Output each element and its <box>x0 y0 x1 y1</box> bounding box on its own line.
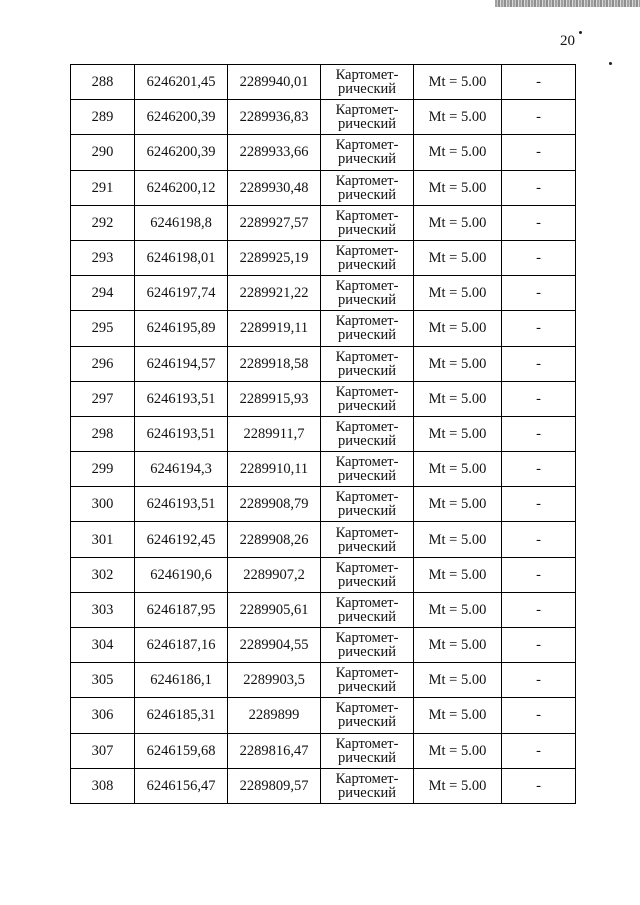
accuracy-cell: Mt = 5.00 <box>414 698 502 733</box>
y-coordinate-cell: 2289809,57 <box>228 768 321 803</box>
table-row <box>71 733 576 768</box>
point-number-cell: 307 <box>71 733 135 768</box>
x-coordinate-cell: 6246198,01 <box>135 240 228 275</box>
table-row <box>71 240 576 275</box>
method-cell <box>321 592 414 627</box>
method-cell <box>321 557 414 592</box>
point-number-cell: 298 <box>71 416 135 451</box>
point-number-cell: 290 <box>71 135 135 170</box>
accuracy-cell: Mt = 5.00 <box>414 592 502 627</box>
method-line-2: рический <box>337 151 397 168</box>
method-line-1: Картомет- <box>335 735 399 752</box>
note-cell: - <box>502 557 576 592</box>
method-line-1: Картомет- <box>335 313 399 330</box>
method-line-1: Картомет- <box>335 454 399 471</box>
method-line-1: Картомет- <box>335 137 399 154</box>
method-cell <box>321 487 414 522</box>
accuracy-cell: Mt = 5.00 <box>414 276 502 311</box>
method-line-2: рический <box>337 257 397 274</box>
note-cell: - <box>502 452 576 487</box>
method-cell <box>321 733 414 768</box>
y-coordinate-cell: 2289910,11 <box>228 452 321 487</box>
method-cell <box>321 628 414 663</box>
method-cell <box>321 663 414 698</box>
accuracy-cell: Mt = 5.00 <box>414 240 502 275</box>
table-row <box>71 416 576 451</box>
table-row <box>71 768 576 803</box>
method-line-1: Картомет- <box>335 383 399 400</box>
table-row <box>71 557 576 592</box>
point-number-cell: 303 <box>71 592 135 627</box>
y-coordinate-cell: 2289915,93 <box>228 381 321 416</box>
note-cell: - <box>502 135 576 170</box>
method-cell <box>321 205 414 240</box>
method-line-2: рический <box>337 362 397 379</box>
point-number-cell: 291 <box>71 170 135 205</box>
method-cell <box>321 416 414 451</box>
method-line-1: Картомет- <box>335 207 399 224</box>
y-coordinate-cell: 2289933,66 <box>228 135 321 170</box>
method-cell <box>321 100 414 135</box>
table-row <box>71 205 576 240</box>
point-number-cell: 294 <box>71 276 135 311</box>
x-coordinate-cell: 6246195,89 <box>135 311 228 346</box>
point-number-cell: 305 <box>71 663 135 698</box>
accuracy-cell: Mt = 5.00 <box>414 416 502 451</box>
x-coordinate-cell: 6246187,16 <box>135 628 228 663</box>
note-cell: - <box>502 733 576 768</box>
method-line-2: рический <box>337 116 397 133</box>
x-coordinate-cell: 6246194,3 <box>135 452 228 487</box>
accuracy-cell: Mt = 5.00 <box>414 205 502 240</box>
accuracy-cell: Mt = 5.00 <box>414 381 502 416</box>
method-line-2: рический <box>337 327 397 344</box>
method-line-2: рический <box>337 503 397 520</box>
x-coordinate-cell: 6246194,57 <box>135 346 228 381</box>
table-row <box>71 452 576 487</box>
note-cell: - <box>502 628 576 663</box>
scan-speck <box>579 31 582 34</box>
table-row <box>71 346 576 381</box>
y-coordinate-cell: 2289905,61 <box>228 592 321 627</box>
y-coordinate-cell: 2289904,55 <box>228 628 321 663</box>
note-cell: - <box>502 346 576 381</box>
method-line-2: рический <box>337 397 397 414</box>
point-number-cell: 308 <box>71 768 135 803</box>
method-line-2: рический <box>337 644 397 661</box>
method-line-1: Картомет- <box>335 102 399 119</box>
table-row <box>71 170 576 205</box>
accuracy-cell: Mt = 5.00 <box>414 311 502 346</box>
method-cell <box>321 768 414 803</box>
method-cell <box>321 698 414 733</box>
note-cell: - <box>502 768 576 803</box>
accuracy-cell: Mt = 5.00 <box>414 522 502 557</box>
x-coordinate-cell: 6246198,8 <box>135 205 228 240</box>
method-line-2: рический <box>337 468 397 485</box>
method-line-2: рический <box>337 784 397 801</box>
method-line-2: рический <box>337 432 397 449</box>
x-coordinate-cell: 6246200,39 <box>135 135 228 170</box>
x-coordinate-cell: 6246190,6 <box>135 557 228 592</box>
method-line-2: рический <box>337 679 397 696</box>
note-cell: - <box>502 522 576 557</box>
accuracy-cell: Mt = 5.00 <box>414 65 502 100</box>
point-number-cell: 293 <box>71 240 135 275</box>
point-number-cell: 301 <box>71 522 135 557</box>
x-coordinate-cell: 6246159,68 <box>135 733 228 768</box>
accuracy-cell: Mt = 5.00 <box>414 170 502 205</box>
note-cell: - <box>502 698 576 733</box>
coordinates-table <box>70 64 576 804</box>
accuracy-cell: Mt = 5.00 <box>414 768 502 803</box>
point-number-cell: 289 <box>71 100 135 135</box>
accuracy-cell: Mt = 5.00 <box>414 557 502 592</box>
method-line-1: Картомет- <box>335 348 399 365</box>
y-coordinate-cell: 2289940,01 <box>228 65 321 100</box>
method-cell <box>321 522 414 557</box>
y-coordinate-cell: 2289908,26 <box>228 522 321 557</box>
accuracy-cell: Mt = 5.00 <box>414 100 502 135</box>
y-coordinate-cell: 2289907,2 <box>228 557 321 592</box>
x-coordinate-cell: 6246186,1 <box>135 663 228 698</box>
method-cell <box>321 452 414 487</box>
table-row <box>71 663 576 698</box>
y-coordinate-cell: 2289921,22 <box>228 276 321 311</box>
table-row <box>71 276 576 311</box>
method-line-2: рический <box>337 749 397 766</box>
accuracy-cell: Mt = 5.00 <box>414 628 502 663</box>
x-coordinate-cell: 6246201,45 <box>135 65 228 100</box>
method-line-2: рический <box>337 538 397 555</box>
note-cell: - <box>502 276 576 311</box>
y-coordinate-cell: 2289816,47 <box>228 733 321 768</box>
table-row <box>71 698 576 733</box>
x-coordinate-cell: 6246200,39 <box>135 100 228 135</box>
x-coordinate-cell: 6246193,51 <box>135 416 228 451</box>
note-cell: - <box>502 100 576 135</box>
note-cell: - <box>502 592 576 627</box>
method-line-1: Картомет- <box>335 524 399 541</box>
method-line-1: Картомет- <box>335 630 399 647</box>
x-coordinate-cell: 6246187,95 <box>135 592 228 627</box>
method-line-1: Картомет- <box>335 278 399 295</box>
method-line-1: Картомет- <box>335 418 399 435</box>
note-cell: - <box>502 240 576 275</box>
table-row <box>71 135 576 170</box>
y-coordinate-cell: 2289936,83 <box>228 100 321 135</box>
method-line-1: Картомет- <box>335 67 399 84</box>
method-line-2: рический <box>337 221 397 238</box>
accuracy-cell: Mt = 5.00 <box>414 663 502 698</box>
note-cell: - <box>502 416 576 451</box>
x-coordinate-cell: 6246193,51 <box>135 381 228 416</box>
table-row <box>71 522 576 557</box>
accuracy-cell: Mt = 5.00 <box>414 487 502 522</box>
scan-speck <box>609 62 612 65</box>
method-cell <box>321 381 414 416</box>
method-line-2: рический <box>337 186 397 203</box>
table-row <box>71 628 576 663</box>
y-coordinate-cell: 2289903,5 <box>228 663 321 698</box>
note-cell: - <box>502 65 576 100</box>
y-coordinate-cell: 2289911,7 <box>228 416 321 451</box>
scan-noise-strip <box>495 0 640 7</box>
method-line-2: рический <box>337 81 397 98</box>
method-cell <box>321 170 414 205</box>
point-number-cell: 295 <box>71 311 135 346</box>
method-line-2: рический <box>337 714 397 731</box>
point-number-cell: 300 <box>71 487 135 522</box>
table-row <box>71 311 576 346</box>
method-cell <box>321 311 414 346</box>
note-cell: - <box>502 487 576 522</box>
table-row <box>71 487 576 522</box>
accuracy-cell: Mt = 5.00 <box>414 135 502 170</box>
method-cell <box>321 346 414 381</box>
point-number-cell: 296 <box>71 346 135 381</box>
y-coordinate-cell: 2289899 <box>228 698 321 733</box>
y-coordinate-cell: 2289930,48 <box>228 170 321 205</box>
point-number-cell: 306 <box>71 698 135 733</box>
method-line-2: рический <box>337 292 397 309</box>
y-coordinate-cell: 2289919,11 <box>228 311 321 346</box>
method-cell <box>321 65 414 100</box>
note-cell: - <box>502 663 576 698</box>
accuracy-cell: Mt = 5.00 <box>414 733 502 768</box>
method-cell <box>321 240 414 275</box>
point-number-cell: 304 <box>71 628 135 663</box>
method-line-1: Картомет- <box>335 700 399 717</box>
page-number: 20 <box>560 33 575 49</box>
table-row <box>71 592 576 627</box>
point-number-cell: 288 <box>71 65 135 100</box>
method-line-1: Картомет- <box>335 770 399 787</box>
accuracy-cell: Mt = 5.00 <box>414 346 502 381</box>
y-coordinate-cell: 2289925,19 <box>228 240 321 275</box>
method-line-1: Картомет- <box>335 489 399 506</box>
note-cell: - <box>502 381 576 416</box>
x-coordinate-cell: 6246192,45 <box>135 522 228 557</box>
method-line-1: Картомет- <box>335 172 399 189</box>
method-cell <box>321 135 414 170</box>
accuracy-cell: Mt = 5.00 <box>414 452 502 487</box>
note-cell: - <box>502 170 576 205</box>
y-coordinate-cell: 2289918,58 <box>228 346 321 381</box>
point-number-cell: 297 <box>71 381 135 416</box>
method-line-1: Картомет- <box>335 559 399 576</box>
point-number-cell: 302 <box>71 557 135 592</box>
note-cell: - <box>502 311 576 346</box>
x-coordinate-cell: 6246193,51 <box>135 487 228 522</box>
table-row <box>71 65 576 100</box>
coordinates-table-body <box>71 65 576 804</box>
x-coordinate-cell: 6246156,47 <box>135 768 228 803</box>
table-row <box>71 100 576 135</box>
x-coordinate-cell: 6246200,12 <box>135 170 228 205</box>
method-line-1: Картомет- <box>335 665 399 682</box>
method-cell <box>321 276 414 311</box>
y-coordinate-cell: 2289908,79 <box>228 487 321 522</box>
point-number-cell: 292 <box>71 205 135 240</box>
point-number-cell: 299 <box>71 452 135 487</box>
y-coordinate-cell: 2289927,57 <box>228 205 321 240</box>
x-coordinate-cell: 6246185,31 <box>135 698 228 733</box>
method-line-1: Картомет- <box>335 243 399 260</box>
note-cell: - <box>502 205 576 240</box>
method-line-2: рический <box>337 608 397 625</box>
x-coordinate-cell: 6246197,74 <box>135 276 228 311</box>
method-line-2: рический <box>337 573 397 590</box>
method-line-1: Картомет- <box>335 594 399 611</box>
table-row <box>71 381 576 416</box>
